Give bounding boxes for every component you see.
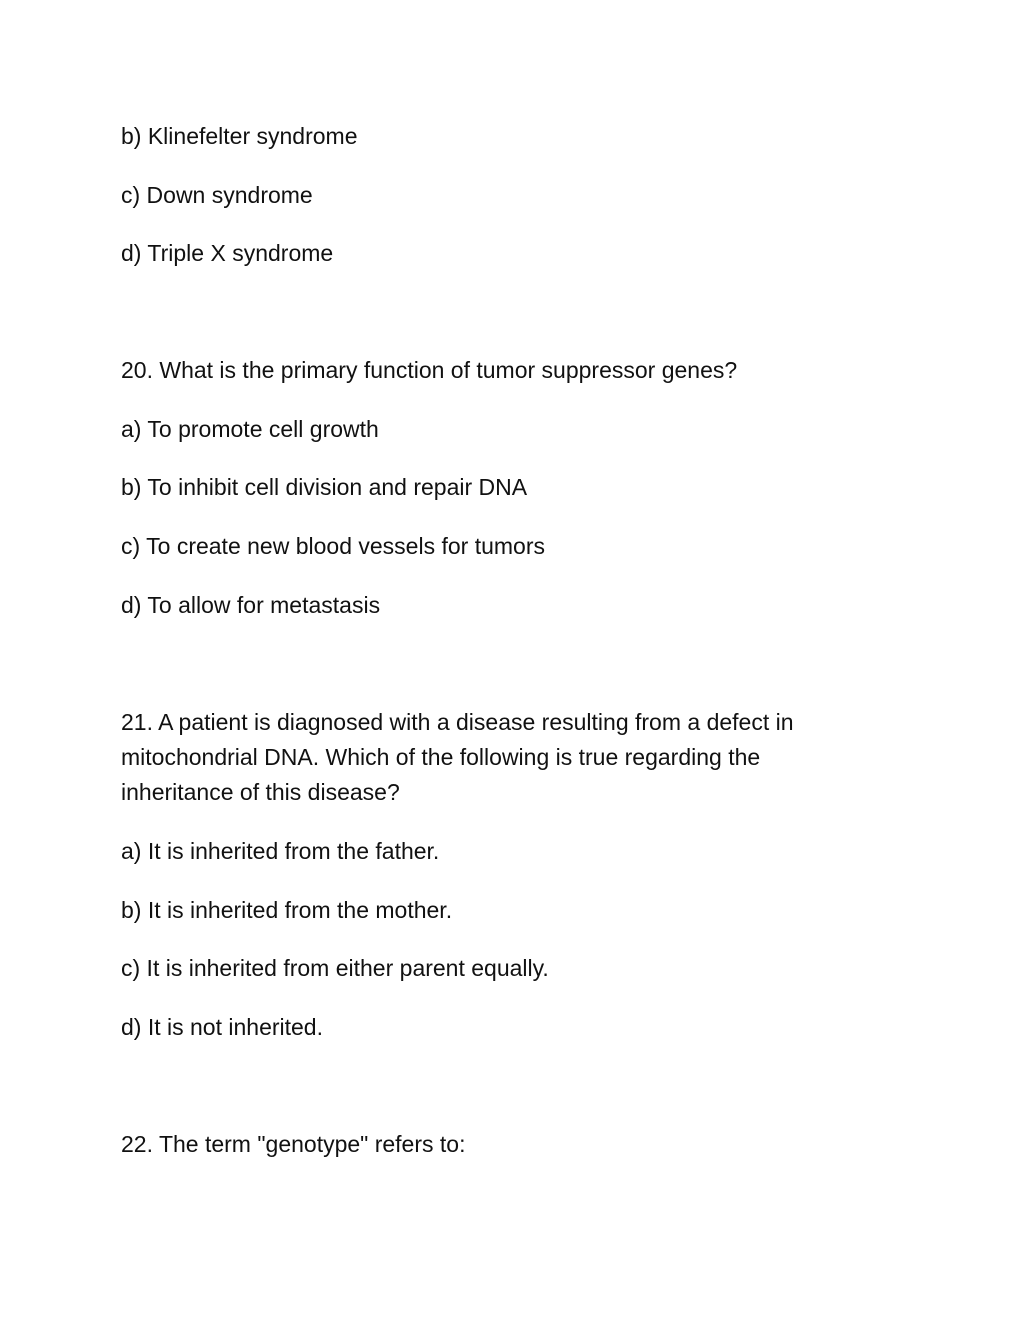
q19-option-b: b) Klinefelter syndrome: [121, 123, 358, 149]
q21-option-c: c) It is inherited from either parent equally.: [121, 955, 549, 981]
q20-option-b: b) To inhibit cell division and repair DNA: [121, 474, 528, 500]
q21-question-line-1: 21. A patient is diagnosed with a disease resulting from a defect in: [121, 709, 794, 735]
q22-question: 22. The term "genotype" refers to:: [121, 1131, 466, 1157]
q20-option-d: d) To allow for metastasis: [121, 592, 381, 618]
q21-question-line-2: mitochondrial DNA. Which of the following is true regarding the: [121, 744, 761, 770]
q20-question: 20. What is the primary function of tumor suppressor genes?: [121, 357, 738, 383]
q21-option-d: d) It is not inherited.: [121, 1014, 323, 1040]
q21-question-line-3: inheritance of this disease?: [121, 779, 400, 805]
q21-option-b: b) It is inherited from the mother.: [121, 897, 453, 923]
q19-option-d: d) Triple X syndrome: [121, 240, 334, 266]
q20-option-c: c) To create new blood vessels for tumors: [121, 533, 545, 559]
q21-option-a: a) It is inherited from the father.: [121, 838, 440, 864]
q19-option-c: c) Down syndrome: [121, 182, 313, 208]
q20-option-a: a) To promote cell growth: [121, 416, 379, 442]
